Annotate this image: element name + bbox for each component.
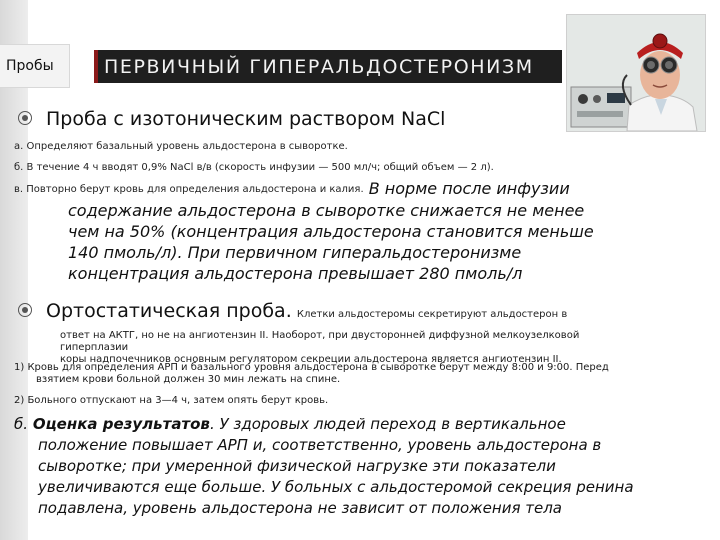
result-line4: увеличиваются еще больше. У больных с альдостеромой секреция ренина <box>38 478 634 496</box>
test2-step1-line2: взятием крови больной должен 30 мин лежать на спине. <box>36 374 341 385</box>
test1-step-b: б. В течение 4 ч вводят 0,9% NaCl в/в (скорость инфузии — 500 мл/ч; общий объем — 2 л). <box>14 162 494 173</box>
test2-desc-line2: коры надпочечников основным регулятором секреции альдостерона является ангиотензин II. <box>60 354 562 365</box>
test2-step2: 2) Больного отпускают на 3—4 ч, затем опять берут кровь. <box>14 395 329 406</box>
result-line3: сыворотке; при умеренной физической нагрузке эти показатели <box>38 457 556 475</box>
bullet-icon <box>18 111 32 125</box>
section-label-box <box>0 44 70 88</box>
test1-step-c <box>14 178 640 284</box>
test2-step1 <box>14 362 640 386</box>
result-line1: . У здоровых людей переход в вертикальное <box>209 415 566 433</box>
photo-illustration <box>567 15 705 131</box>
test1-step-c-line3: чем на 50% (концентрация альдостерона становится меньше <box>68 222 594 241</box>
test2-inline-text: Клетки альдостеромы секретируют альдостерон в <box>296 309 568 320</box>
result-line5: подавлена, уровень альдостерона не зависит от положения тела <box>38 499 562 517</box>
test1-step-c-line5: концентрация альдостерона превышает 280 пмоль/л <box>68 264 523 283</box>
test1-step-c-small: в. Повторно берут кровь для определения альдостерона и калия. <box>14 184 364 195</box>
test1-heading: Проба с изотоническим раствором NaCl <box>46 108 446 130</box>
slide-title: ПЕРВИЧНЫЙ ГИПЕРАЛЬДОСТЕРОНИЗМ <box>104 55 534 78</box>
test2-result <box>14 414 654 519</box>
bullet-icon <box>18 303 32 317</box>
result-label: Оценка результатов <box>32 415 210 433</box>
test1-step-c-line2: содержание альдостерона в сыворотке снижается не менее <box>68 201 585 220</box>
result-prefix: б. <box>14 415 29 433</box>
result-line2: положение повышает АРП и, соответственно, уровень альдостерона в <box>38 436 602 454</box>
test2-heading: Ортостатическая проба. <box>46 300 292 322</box>
test1-step-a: а. Определяют базальный уровень альдостерона в сыворотке. <box>14 141 348 152</box>
test2-desc-line1: ответ на АКТГ, но не на ангиотензин II. Наоборот, при двусторонней диффузной мелкоузелковой гиперплазии <box>60 330 580 353</box>
title-bar <box>94 50 562 83</box>
test2-heading-row <box>18 300 658 322</box>
test2-step1-line1: 1) Кровь для определения АРП и базального уровня альдостерона в сыворотке берут между 8:00 и 9:00. Перед <box>14 362 609 373</box>
test1-step-c-line4: 140 пмоль/л). При первичном гиперальдостеронизме <box>68 243 522 262</box>
person-with-headlamp-photo <box>566 14 706 132</box>
section-label: Пробы <box>6 58 54 74</box>
test1-step-c-line1: В норме после инфузии <box>368 179 570 198</box>
test2-description <box>60 330 640 366</box>
test1-heading-row <box>18 108 578 130</box>
